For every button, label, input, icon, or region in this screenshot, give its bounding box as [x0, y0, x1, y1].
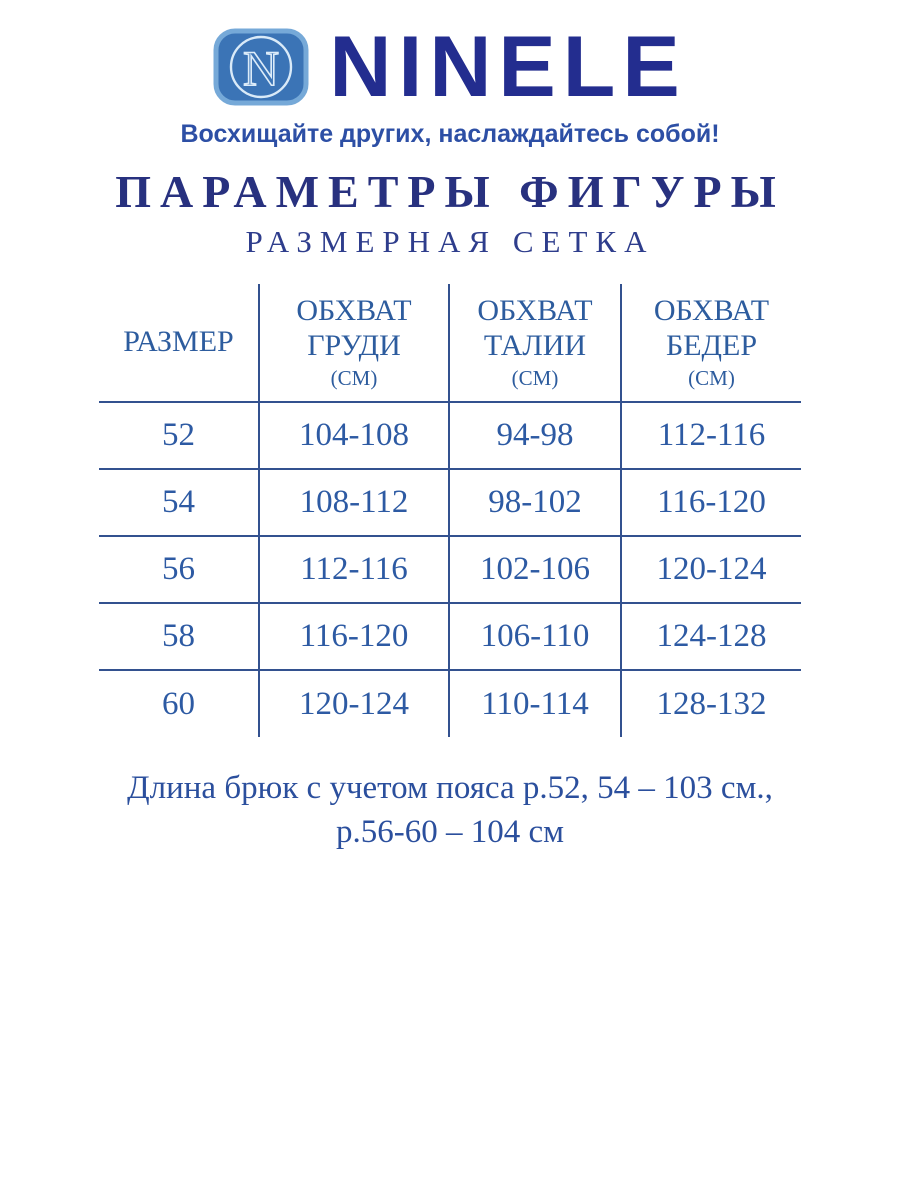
table-row	[99, 603, 801, 670]
bust-cell: 104-108	[259, 402, 449, 469]
column-header-waist	[449, 284, 621, 402]
trouser-length-note	[0, 767, 900, 854]
page-subtitle: РАЗМЕРНАЯ СЕТКА	[245, 224, 655, 259]
size-table-header-row	[99, 284, 801, 402]
waist-cell: 98-102	[449, 469, 621, 536]
hips-cell: 112-116	[621, 402, 801, 469]
brand-logo	[213, 28, 309, 106]
hips-cell: 120-124	[621, 536, 801, 603]
column-label: РАЗМЕР	[123, 325, 234, 359]
note-line-2: р.56-60 – 104 см	[335, 813, 565, 850]
size-cell: 56	[99, 536, 259, 603]
bust-cell: 120-124	[259, 670, 449, 737]
size-cell: 54	[99, 469, 259, 536]
waist-cell: 106-110	[449, 603, 621, 670]
column-header-size	[99, 284, 259, 402]
note-line-1: Длина брюк с учетом пояса р.52, 54 – 103 см.,	[127, 770, 773, 806]
column-label: ОБХВАТ ГРУДИ	[296, 294, 412, 362]
column-header-bust	[259, 284, 449, 402]
size-cell: 58	[99, 603, 259, 670]
column-unit: (СМ)	[330, 366, 378, 391]
column-unit: (СМ)	[688, 366, 735, 391]
table-row	[99, 536, 801, 603]
column-label: ОБХВАТ БЕДЕР	[653, 294, 770, 362]
bust-cell: 116-120	[259, 603, 449, 670]
table-row	[99, 402, 801, 469]
waist-cell: 102-106	[449, 536, 621, 603]
hips-cell: 128-132	[621, 670, 801, 737]
column-unit: (СМ)	[511, 366, 559, 391]
size-cell: 52	[99, 402, 259, 469]
bust-cell: 108-112	[259, 469, 449, 536]
brand-tagline: Восхищайте других, наслаждайтесь собой!	[180, 120, 720, 148]
brand-header	[0, 0, 900, 115]
page-title: ПАРАМЕТРЫ ФИГУРЫ	[115, 166, 785, 217]
column-label: ОБХВАТ ТАЛИИ	[477, 294, 593, 362]
table-row	[99, 670, 801, 737]
column-header-hips	[621, 284, 801, 402]
waist-cell: 94-98	[449, 402, 621, 469]
logo-n-letter: N	[243, 40, 280, 96]
hips-cell: 124-128	[621, 603, 801, 670]
table-row	[99, 469, 801, 536]
hips-cell: 116-120	[621, 469, 801, 536]
brand-name: NINELE	[329, 19, 687, 115]
bust-cell: 112-116	[259, 536, 449, 603]
waist-cell: 110-114	[449, 670, 621, 737]
size-cell: 60	[162, 685, 195, 722]
brand-logo-icon	[213, 28, 309, 106]
size-table	[99, 284, 801, 737]
